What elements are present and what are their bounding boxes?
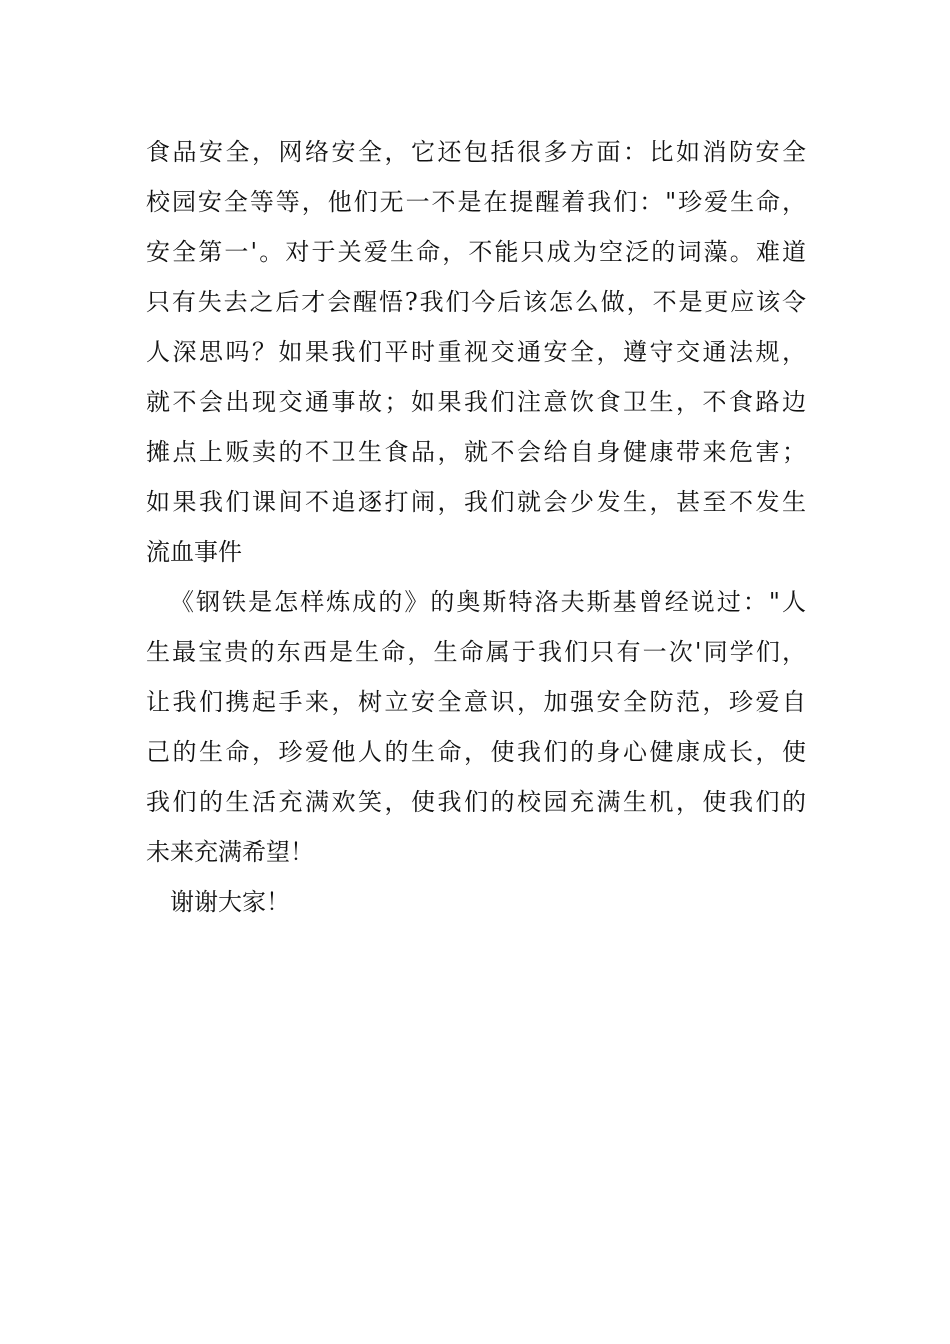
paragraph-1-line-4: 只有失去之后才会醒悟?我们今后该怎么做，不是更应该令 — [146, 288, 806, 316]
paragraph-2-line-2: 生最宝贵的东西是生命，生命属于我们只有一次'同学们， — [146, 638, 806, 666]
paragraph-1-line-7: 摊点上贩卖的不卫生食品，就不会给自身健康带来危害； — [146, 438, 806, 466]
closing-line: 谢谢大家！ — [170, 888, 290, 916]
paragraph-2-line-1: 《钢铁是怎样炼成的》的奥斯特洛夫斯基曾经说过："人 — [170, 588, 806, 616]
paragraph-1-line-6: 就不会出现交通事故；如果我们注意饮食卫生，不食路边 — [146, 388, 806, 416]
paragraph-2-line-4: 己的生命，珍爱他人的生命，使我们的身心健康成长，使 — [146, 738, 806, 766]
paragraph-1-line-9: 流血事件 — [146, 538, 242, 566]
paragraph-1-line-1: 食品安全，网络安全，它还包括很多方面：比如消防安全 — [146, 138, 806, 166]
paragraph-1-line-2: 校园安全等等，他们无一不是在提醒着我们："珍爱生命， — [146, 188, 806, 216]
paragraph-2-line-6: 未来充满希望！ — [146, 838, 314, 866]
paragraph-2-line-5: 我们的生活充满欢笑，使我们的校园充满生机，使我们的 — [146, 788, 806, 816]
paragraph-1-line-8: 如果我们课间不追逐打闹，我们就会少发生，甚至不发生 — [146, 488, 806, 516]
paragraph-2-line-3: 让我们携起手来，树立安全意识，加强安全防范，珍爱自 — [146, 688, 806, 716]
paragraph-1-line-5: 人深思吗？如果我们平时重视交通安全，遵守交通法规， — [146, 338, 806, 366]
paragraph-1-line-3: 安全第一'。对于关爱生命，不能只成为空泛的词藻。难道 — [146, 238, 806, 266]
